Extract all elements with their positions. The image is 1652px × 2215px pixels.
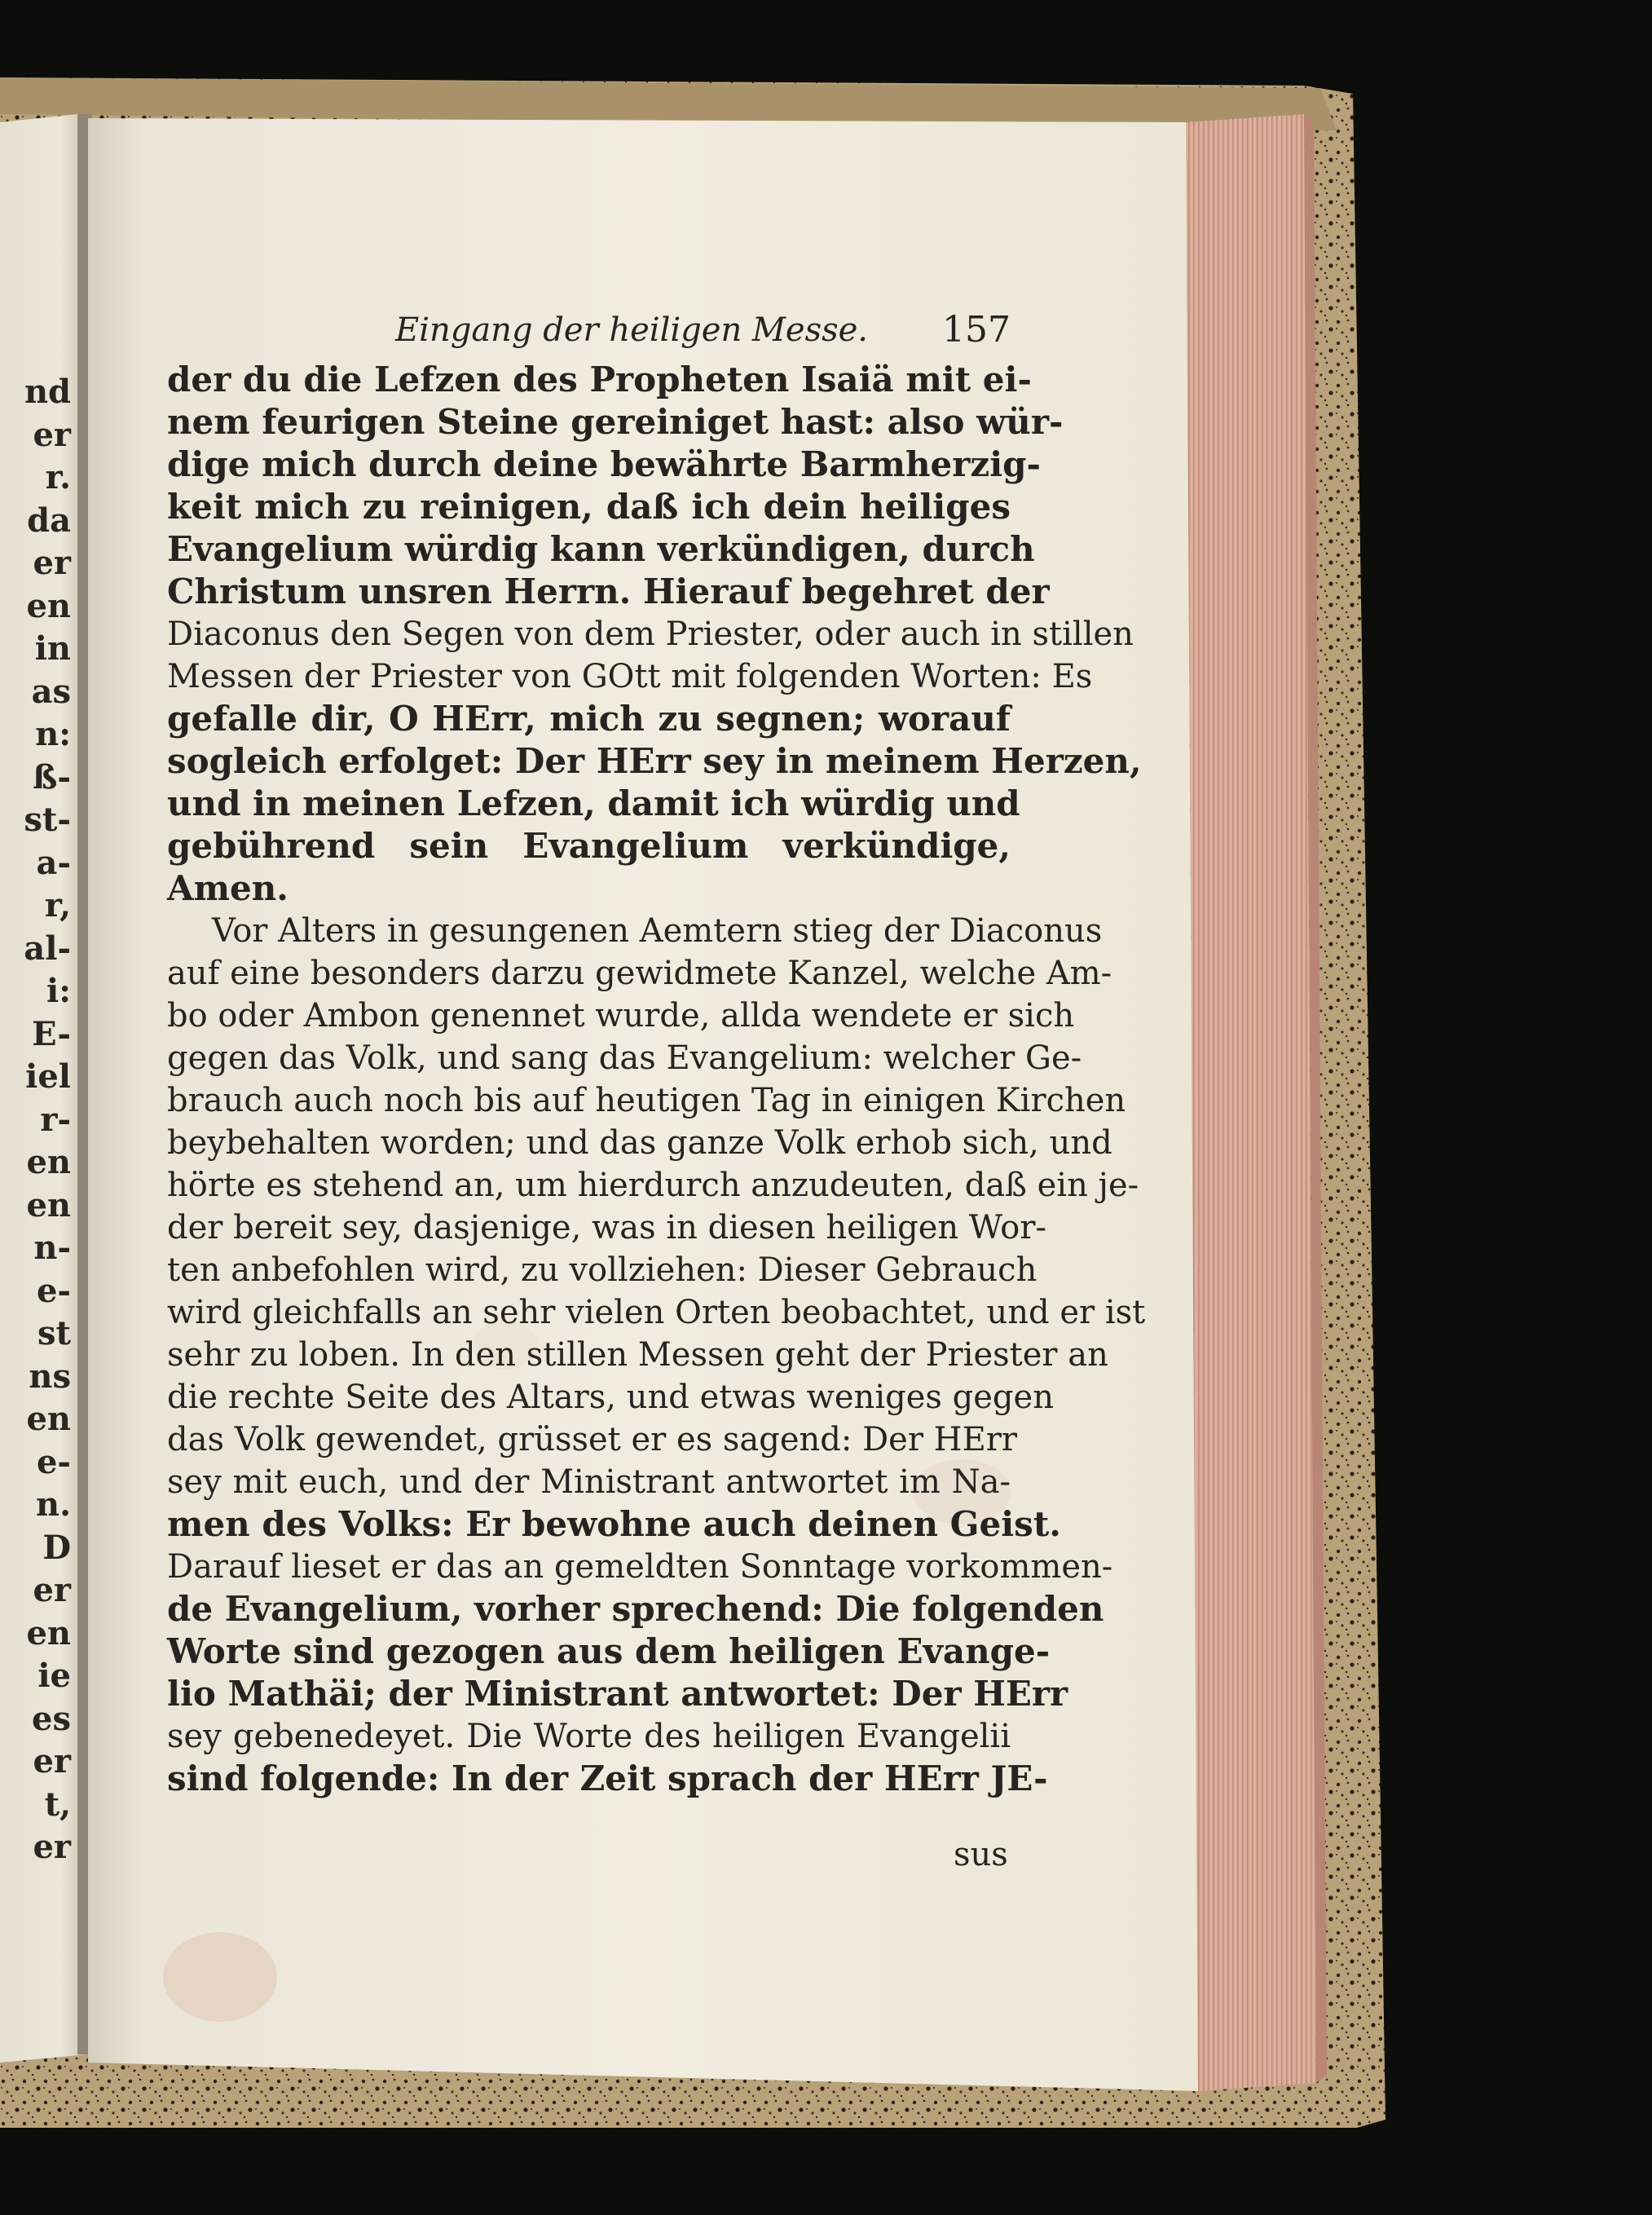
text-line: Worte sind gezogen aus dem heiligen Evange- — [167, 1631, 1051, 1671]
left-page-fragment: er — [33, 1742, 71, 1780]
left-page-fragment: ß- — [33, 757, 71, 796]
text-line: Christum unsren Herrn. Hierauf begehret der — [167, 571, 1050, 611]
text-line: auf eine besonders darzu gewidmete Kanzel, welche Am- — [167, 955, 1112, 992]
left-page-fragments — [0, 371, 77, 1869]
left-page-fragment: st — [37, 1314, 71, 1352]
text-line: lio Mathäi; der Ministrant antwortet: Der HErr — [167, 1674, 1068, 1714]
left-page-fragment: in — [34, 629, 71, 668]
text-line: dige mich durch deine bewährte Barmherzig- — [167, 444, 1041, 484]
text-line: gefalle dir, O HErr, mich zu segnen; worauf — [167, 699, 1011, 739]
left-page-fragment: E- — [32, 1014, 71, 1053]
left-page-fragment: ns — [29, 1357, 71, 1396]
text-line: hörte es stehend an, um hierdurch anzudeuten, daß ein je- — [167, 1167, 1139, 1204]
text-line: ten anbefohlen wird, zu vollziehen: Dieser Gebrauch — [167, 1251, 1037, 1289]
text-line: nem feurigen Steine gereiniget hast: also wür- — [167, 402, 1064, 442]
left-page-fragment: e- — [36, 1271, 71, 1310]
text-line: beybehalten worden; und das ganze Volk erhob sich, und — [167, 1124, 1112, 1162]
left-page-fragment: en — [26, 586, 71, 625]
left-page-fragment: e- — [36, 1442, 71, 1481]
text-line: sind folgende: In der Zeit sprach der HErr JE- — [167, 1758, 1048, 1798]
left-page-fragment: nd — [24, 373, 71, 411]
text-line: sey mit euch, und der Ministrant antwortet im Na- — [167, 1463, 1011, 1501]
left-page-fragment: st- — [24, 801, 71, 839]
left-page-fragment: en — [26, 1185, 71, 1224]
left-page-fragment: r- — [40, 1100, 71, 1139]
left-page-fragment: as — [31, 672, 71, 711]
left-page-fragment: a- — [36, 843, 71, 882]
page-edges — [1186, 114, 1316, 2091]
left-page-fragment: ie — [37, 1657, 71, 1695]
left-page-fragment: en — [26, 1143, 71, 1181]
left-page-fragment: n- — [33, 1229, 71, 1267]
text-line: Amen. — [167, 868, 289, 908]
left-page-fragment: er — [33, 1571, 71, 1609]
text-line: gebührend sein Evangelium verkündige, — [167, 826, 1011, 866]
text-line: Messen der Priester von GOtt mit folgenden Worten: Es — [167, 658, 1093, 695]
left-page-fragment: D — [42, 1528, 71, 1567]
catchword: sus — [954, 1836, 1008, 1873]
left-page-fragment: en — [26, 1613, 71, 1652]
left-page-fragment: es — [32, 1699, 71, 1738]
text-line: Diaconus den Segen von dem Priester, oder auch in stillen — [167, 616, 1134, 653]
text-line: Vor Alters in gesungenen Aemtern stieg der Diaconus — [212, 912, 1103, 950]
page-number: 157 — [942, 309, 1011, 351]
text-line: sehr zu loben. In den stillen Messen geht der Priester an — [167, 1336, 1108, 1374]
left-page-fragment: n: — [35, 715, 71, 753]
left-page-fragment: er — [33, 415, 71, 454]
text-line: keit mich zu reinigen, daß ich dein heiliges — [167, 487, 1011, 527]
text-line: der bereit sey, dasjenige, was in diesen heiligen Wor- — [167, 1209, 1047, 1246]
left-page-fragment: er — [33, 1828, 71, 1866]
text-line: de Evangelium, vorher sprechend: Die folgenden — [167, 1589, 1104, 1629]
text-line: gegen das Volk, und sang das Evangelium: welcher Ge- — [167, 1039, 1082, 1077]
text-line: die rechte Seite des Altars, und etwas weniges gegen — [167, 1379, 1054, 1416]
running-head-title: Eingang der heiligen Messe. — [394, 311, 869, 349]
text-line: brauch auch noch bis auf heutigen Tag in einigen Kirchen — [167, 1082, 1126, 1119]
running-head — [350, 308, 1011, 352]
left-page-fragment: r. — [45, 458, 71, 496]
left-page-fragment: i: — [46, 972, 71, 1010]
left-page-fragment: er — [33, 544, 71, 582]
text-line: und in meinen Lefzen, damit ich würdig und — [167, 783, 1020, 823]
left-page-fragment: al- — [24, 929, 71, 968]
left-page-fragment: n. — [35, 1485, 71, 1524]
text-line: Evangelium würdig kann verkündigen, durch — [167, 529, 1035, 569]
left-page-fragment: da — [27, 501, 71, 540]
left-page-fragment: iel — [25, 1057, 71, 1096]
left-page-fragment: en — [26, 1400, 71, 1438]
left-page-fragment: t, — [44, 1785, 71, 1824]
text-line: bo oder Ambon genennet wurde, allda wendete er sich — [167, 997, 1075, 1035]
text-block — [167, 359, 1146, 1800]
text-line: Darauf lieset er das an gemeldten Sonntage vorkommen- — [167, 1548, 1113, 1586]
text-line: sey gebenedeyet. Die Worte des heiligen Evangelii — [167, 1718, 1011, 1755]
text-line: der du die Lefzen des Propheten Isaiä mit ei- — [167, 360, 1032, 399]
text-line: sogleich erfolget: Der HErr sey in meinem Herzen, — [167, 741, 1142, 781]
text-line: men des Volks: Er bewohne auch deinen Geist. — [167, 1504, 1061, 1544]
left-page-fragment: r, — [44, 886, 71, 924]
text-line: das Volk gewendet, grüsset er es sagend: Der HErr — [167, 1421, 1018, 1458]
text-line: wird gleichfalls an sehr vielen Orten beobachtet, und er ist — [167, 1294, 1146, 1331]
